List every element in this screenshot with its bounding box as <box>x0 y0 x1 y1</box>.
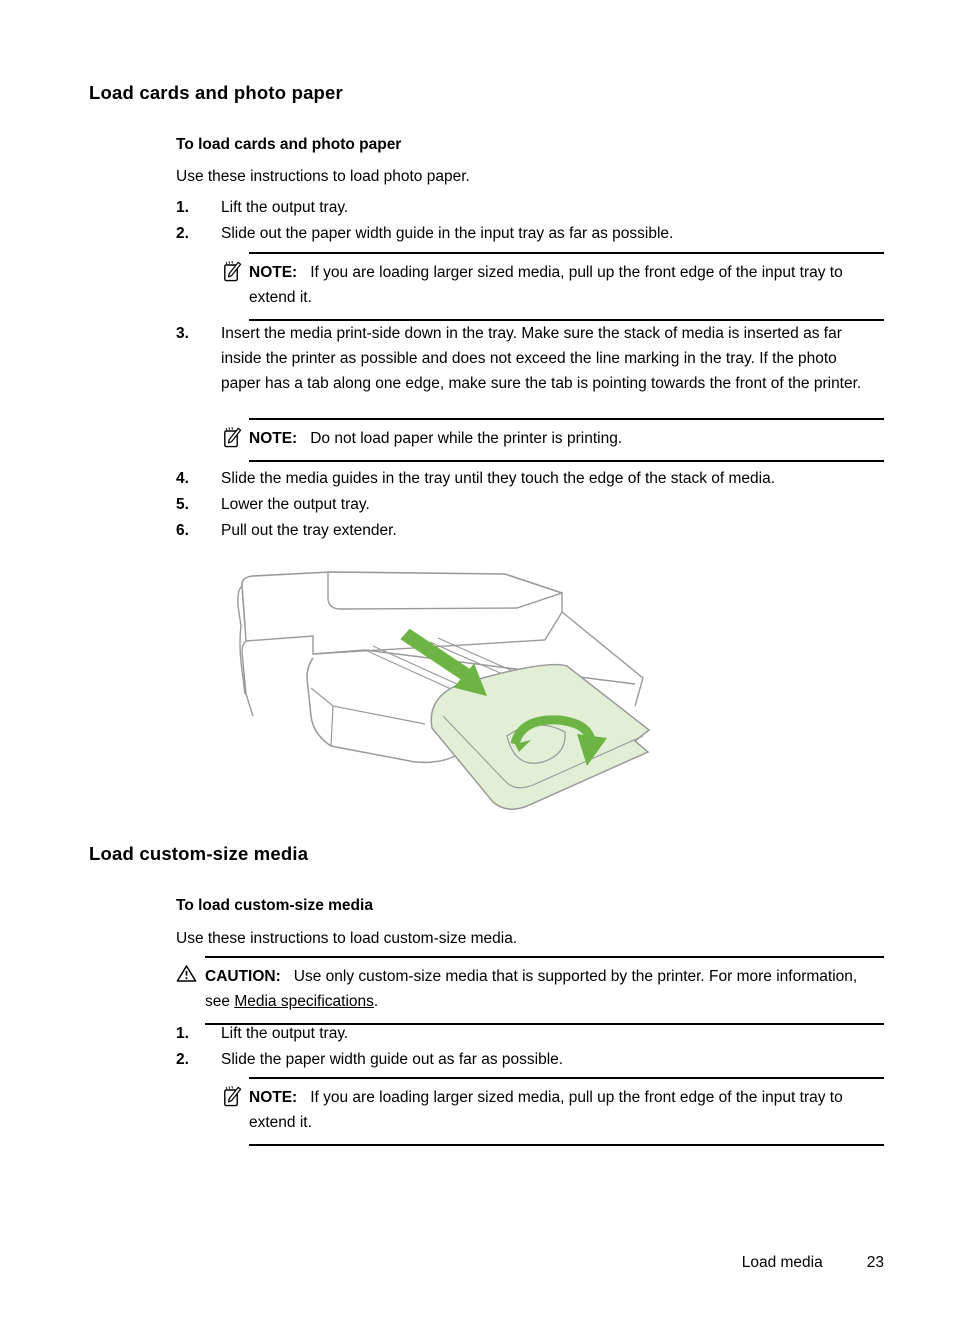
step-number: 1. <box>176 199 189 216</box>
note-text: If you are loading larger sized media, pull up the front edge of the input tray to extend it. <box>249 1089 843 1131</box>
caution-box <box>176 956 884 1025</box>
note-text: If you are loading larger sized media, pull up the front edge of the input tray to extend it. <box>249 264 843 306</box>
section2-steps <box>176 1021 884 1073</box>
note-text: Do not load paper while the printer is printing. <box>310 430 623 447</box>
note-box <box>222 252 884 321</box>
step-number: 5. <box>176 496 189 513</box>
list-item <box>176 518 884 543</box>
section1-intro: Use these instructions to load photo paper. <box>176 168 470 185</box>
list-item <box>176 492 884 517</box>
list-item <box>176 1047 884 1072</box>
note-box <box>222 418 884 462</box>
note-body <box>249 252 884 321</box>
note-label: NOTE: <box>249 1089 298 1106</box>
note-box <box>222 1077 884 1146</box>
step-number: 3. <box>176 325 189 342</box>
list-item <box>176 195 884 220</box>
section1-title: Load cards and photo paper <box>89 82 343 103</box>
section2-intro: Use these instructions to load custom-size media. <box>176 930 518 947</box>
step-text: Lift the output tray. <box>221 1025 349 1042</box>
footer-section-label: Load media <box>741 1254 823 1271</box>
section1-steps-4-6 <box>176 466 884 544</box>
step-number: 4. <box>176 470 189 487</box>
step-text: Slide the paper width guide out as far as possible. <box>221 1051 564 1068</box>
media-specifications-link[interactable]: Media specifications <box>234 993 374 1010</box>
page-footer <box>176 1254 884 1272</box>
step-text: Lower the output tray. <box>221 496 370 513</box>
caution-label: CAUTION: <box>205 968 281 985</box>
caution-text: Use only custom-size media that is supported by the printer. For more information, see <box>205 968 858 1010</box>
step-number: 1. <box>176 1025 189 1042</box>
step-text: Pull out the tray extender. <box>221 522 397 539</box>
list-item <box>176 466 884 491</box>
step-text: Lift the output tray. <box>221 199 349 216</box>
step-text: Slide the media guides in the tray until they touch the edge of the stack of media. <box>221 470 776 487</box>
step-number: 6. <box>176 522 189 539</box>
warning-icon <box>176 964 197 988</box>
note-label: NOTE: <box>249 264 298 281</box>
step-text: Insert the media print-side down in the tray. Make sure the stack of media is inserted as far inside the printer as possible and does not exceed the line marking in the tray. If the photo paper has a tab along one edge, make sure the tab is pointing towards the front of the printer. <box>221 325 862 392</box>
note-body <box>249 418 884 462</box>
list-item <box>176 321 871 396</box>
note-icon <box>222 426 243 454</box>
section2-title: Load custom-size media <box>89 843 309 864</box>
step-text: Slide out the paper width guide in the input tray as far as possible. <box>221 225 674 242</box>
section1-subtitle: To load cards and photo paper <box>176 136 402 153</box>
step-number: 2. <box>176 1051 189 1068</box>
list-item <box>176 221 884 246</box>
section1-step-3 <box>176 321 871 397</box>
list-item <box>176 1021 884 1046</box>
note-icon <box>222 1085 243 1113</box>
caution-text-after: . <box>373 993 379 1010</box>
page-number: 23 <box>866 1254 884 1271</box>
printer-tray-illustration <box>215 566 660 813</box>
section1-steps-1-2 <box>176 195 884 247</box>
note-label: NOTE: <box>249 430 298 447</box>
note-icon <box>222 260 243 288</box>
caution-body <box>205 956 884 1025</box>
step-number: 2. <box>176 225 189 242</box>
section2-subtitle: To load custom-size media <box>176 897 373 914</box>
note-body <box>249 1077 884 1146</box>
